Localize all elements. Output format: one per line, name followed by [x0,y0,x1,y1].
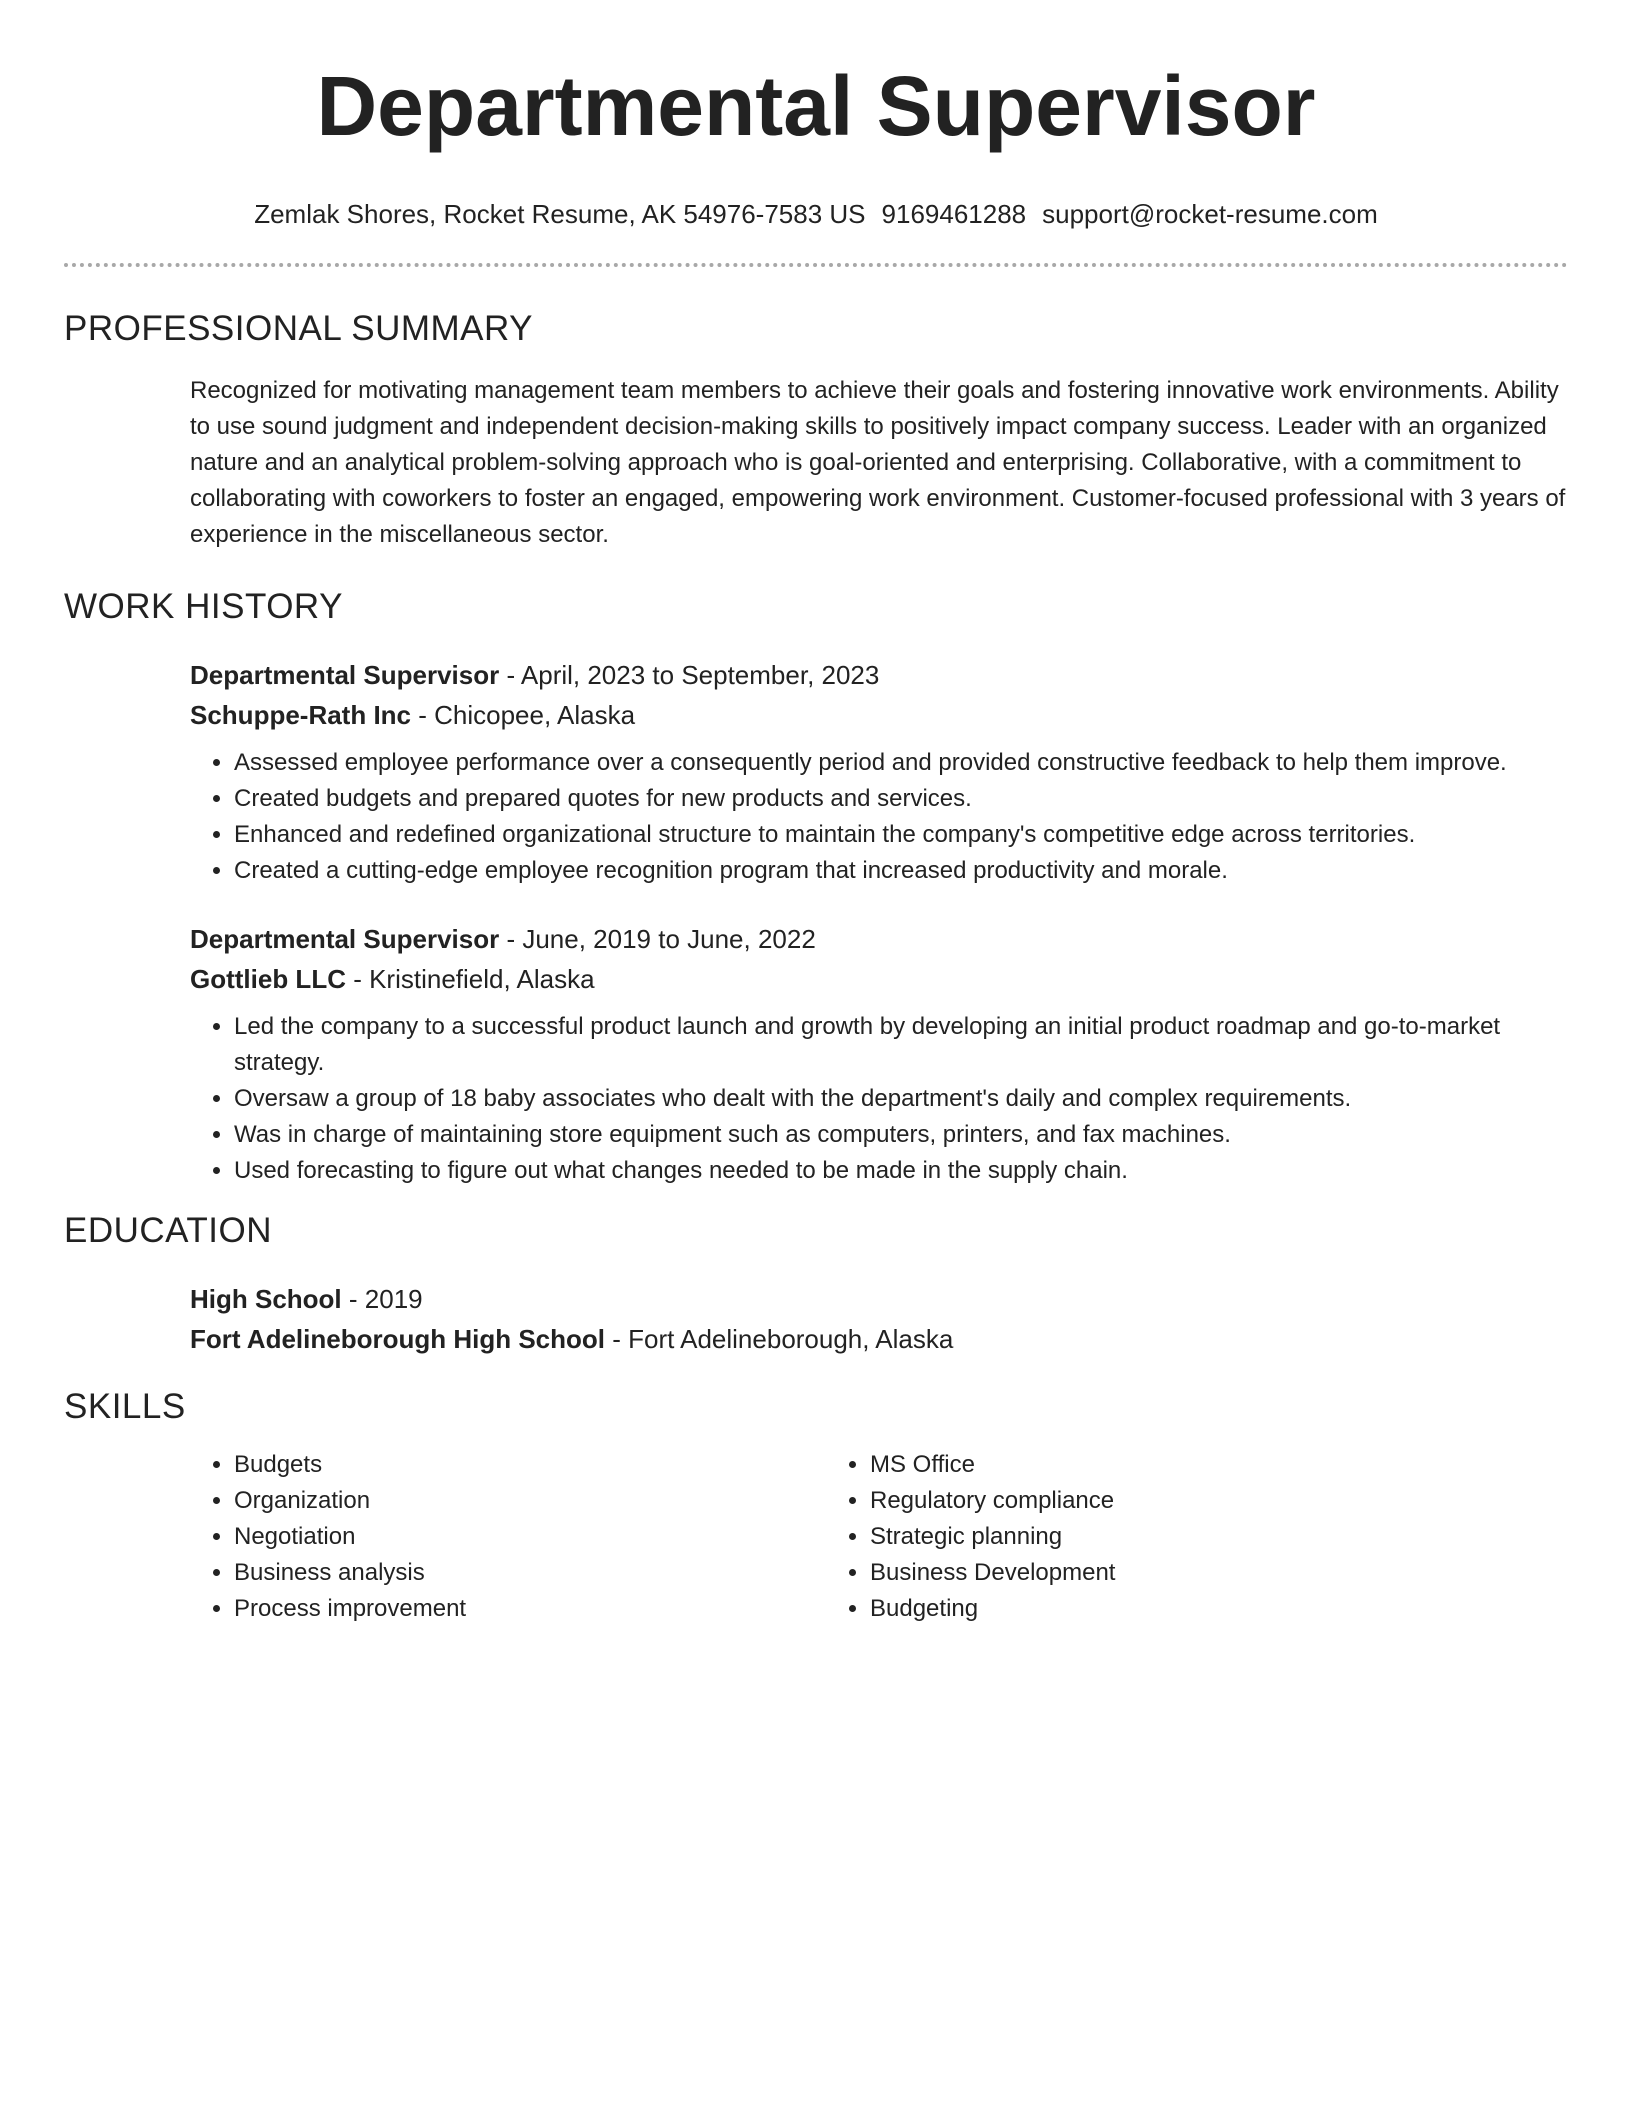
education-school: Fort Adelineborough High School [190,1324,605,1354]
job-bullet: • Led the company to a successful product launch and growth by developing an initial product roadmap and go-to-market strategy. [234,1009,1568,1081]
skills-heading: SKILLS [64,1387,186,1426]
skill-item: • Strategic planning [870,1519,1462,1555]
contact-line [64,196,1568,232]
job-company-line [190,695,1568,735]
work-history-section [64,585,1568,1189]
header-divider [64,263,1568,267]
skill-item: • Business analysis [234,1555,826,1591]
contact-email: support@rocket-resume.com [1042,199,1378,229]
job-location: - Kristinefield, Alaska [345,964,595,994]
education-heading: EDUCATION [64,1211,273,1250]
skill-item: • MS Office [870,1447,1462,1483]
job-company: Gottlieb LLC [190,964,346,994]
job-entry [190,919,1568,1189]
resume-name: Departmental Supervisor [316,59,1316,153]
work-history-heading: WORK HISTORY [64,587,343,626]
skills-section [64,1385,1568,1627]
contact-phone: 9169461288 [881,199,1027,229]
job-bullet: • Created a cutting-edge employee recognition program that increased productivity and morale. [234,853,1568,889]
job-bullet: • Was in charge of maintaining store equipment such as computers, printers, and fax machines. [234,1117,1568,1153]
job-role: Departmental Supervisor [190,660,500,690]
job-bullet: • Created budgets and prepared quotes for new products and services. [234,781,1568,817]
job-entry [190,655,1568,889]
job-bullet: • Assessed employee performance over a consequently period and provided constructive feedback to help them improve. [234,745,1568,781]
skills-grid [190,1447,1568,1627]
education-degree-line [190,1279,1568,1319]
job-dates: - June, 2019 to June, 2022 [499,924,816,954]
job-bullets [190,745,1568,889]
education-entry [190,1279,1568,1359]
skill-item: • Negotiation [234,1519,826,1555]
contact-address: Zemlak Shores, Rocket Resume, AK 54976-7583 US [254,199,866,229]
education-year: - 2019 [341,1284,423,1314]
job-title-line [190,919,1568,959]
job-bullet: • Oversaw a group of 18 baby associates who dealt with the department's daily and complex requirements. [234,1081,1568,1117]
education-section [64,1209,1568,1359]
job-company-line [190,959,1568,999]
education-location: - Fort Adelineborough, Alaska [605,1324,954,1354]
education-degree: High School [190,1284,342,1314]
job-title-line [190,655,1568,695]
skill-item: • Organization [234,1483,826,1519]
skill-item: • Budgeting [870,1591,1462,1627]
summary-text: Recognized for motivating management team members to achieve their goals and fostering innovative work environments. Ability to use sound judgment and independent decision-making skills to positively impact company success. Leader with an organized nature and an analytical problem-solving approach who is goal-oriented and enterprising. Collaborative, with a commitment to collaborating with coworkers to foster an engaged, empowering work environment. Customer-focused professional with 3 years of experience in the miscellaneous sector. [190,377,1566,548]
job-location: - Chicopee, Alaska [411,700,636,730]
job-role: Departmental Supervisor [190,924,500,954]
skill-item: • Budgets [234,1447,826,1483]
skill-item: • Regulatory compliance [870,1483,1462,1519]
skill-item: • Business Development [870,1555,1462,1591]
summary-heading: PROFESSIONAL SUMMARY [64,309,533,348]
skill-item: • Process improvement [234,1591,826,1627]
skills-column-right [826,1447,1462,1627]
job-bullet: • Enhanced and redefined organizational structure to maintain the company's competitive edge across territories. [234,817,1568,853]
job-dates: - April, 2023 to September, 2023 [499,660,880,690]
education-school-line [190,1319,1568,1359]
skills-column-left [190,1447,826,1627]
job-company: Schuppe-Rath Inc [190,700,412,730]
job-bullet: • Used forecasting to figure out what changes needed to be made in the supply chain. [234,1153,1568,1189]
summary-section [64,307,1568,553]
job-bullets [190,1009,1568,1189]
